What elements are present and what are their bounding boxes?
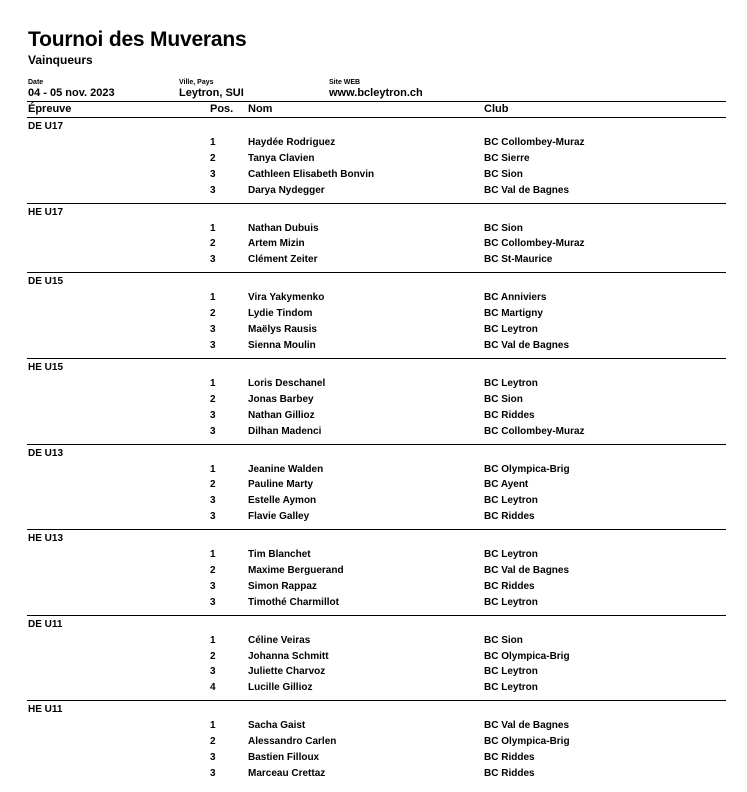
result-position: 3 [210,596,216,608]
club-name: BC Sierre [484,152,530,164]
result-position: 3 [210,495,216,507]
event-title: DE U17 [28,121,64,132]
column-header-pos: Pos. [210,103,234,115]
event-divider [27,272,726,273]
result-row [0,324,747,340]
player-name: Bastien Filloux [248,752,320,764]
player-name: Nathan Gillioz [248,409,315,421]
column-header-club: Club [484,103,509,115]
result-position: 3 [210,767,216,779]
result-row [0,682,747,698]
place-value: Leytron, SUI [179,87,244,99]
player-name: Maëlys Rausis [248,324,317,336]
result-row [0,464,747,480]
result-row [0,549,747,565]
result-row [0,597,747,613]
player-name: Timothé Charmillot [248,596,339,608]
club-name: BC Val de Bagnes [484,184,570,196]
club-name: BC Riddes [484,511,535,523]
result-row [0,565,747,581]
club-name: BC Olympica-Brig [484,736,570,748]
result-position: 2 [210,564,216,576]
result-position: 2 [210,238,216,250]
result-position: 1 [210,549,216,561]
player-name: Céline Veiras [248,634,311,646]
result-row [0,511,747,527]
result-position: 3 [210,511,216,523]
result-position: 1 [210,463,216,475]
result-position: 1 [210,222,216,234]
result-position: 2 [210,308,216,320]
result-row [0,308,747,324]
result-position: 3 [210,666,216,678]
result-position: 1 [210,377,216,389]
result-position: 1 [210,292,216,304]
result-position: 3 [210,168,216,180]
player-name: Sienna Moulin [248,339,316,351]
club-name: BC Sion [484,168,523,180]
club-name: BC Anniviers [484,292,547,304]
player-name: Nathan Dubuis [248,222,319,234]
result-position: 1 [210,137,216,148]
club-name: BC Martigny [484,308,543,320]
result-row [0,426,747,442]
event-title: DE U11 [28,618,63,630]
club-name: BC St-Maurice [484,254,553,266]
header-divider [27,101,726,102]
event-divider [27,529,726,530]
result-row [0,768,747,784]
player-name: Juliette Charvoz [248,666,326,678]
event-divider [27,203,726,204]
result-row [0,720,747,736]
result-row [0,394,747,410]
result-row [0,410,747,426]
result-row [0,340,747,356]
event-title: HE U11 [28,704,63,716]
result-position: 3 [210,339,216,351]
club-name: BC Collombey-Muraz [484,238,585,250]
result-row [0,169,747,185]
club-name: BC Riddes [484,767,535,779]
result-row [0,581,747,597]
column-header-event: Épreuve [28,103,72,115]
player-name: Vira Yakymenko [248,292,325,304]
date-value: 04 - 05 nov. 2023 [28,87,115,99]
result-position: 1 [210,634,216,646]
player-name: Artem Mizin [248,238,305,250]
club-name: BC Riddes [484,752,535,764]
player-name: Loris Deschanel [248,377,326,389]
page-subtitle: Vainqueurs [28,53,93,67]
result-position: 2 [210,650,216,662]
club-name: BC Leytron [484,377,538,389]
player-name: Jeanine Walden [248,463,324,475]
event-title: DE U13 [28,447,64,459]
result-position: 3 [210,324,216,336]
player-name: Tim Blanchet [248,549,311,561]
player-name: Dilhan Madenci [248,425,322,437]
player-name: Darya Nydegger [248,184,325,196]
date-label: Date [28,79,44,86]
event-divider [27,444,726,445]
event-divider [27,700,726,701]
result-position: 3 [210,254,216,266]
club-name: BC Collombey-Muraz [484,425,585,437]
result-row [0,292,747,308]
player-name: Estelle Aymon [248,495,317,507]
result-row [0,137,747,153]
player-name: Cathleen Elisabeth Bonvin [248,168,375,180]
club-name: BC Collombey-Muraz [484,137,585,148]
player-name: Jonas Barbey [248,393,314,405]
result-row [0,153,747,169]
club-name: BC Riddes [484,580,535,592]
result-position: 2 [210,736,216,748]
result-position: 3 [210,580,216,592]
result-row [0,238,747,254]
club-name: BC Riddes [484,409,535,421]
site-value: www.bcleytron.ch [329,87,423,99]
club-name: BC Leytron [484,495,538,507]
player-name: Tanya Clavien [248,152,315,164]
player-name: Maxime Berguerand [248,564,344,576]
result-position: 3 [210,425,216,437]
event-divider [27,117,726,118]
player-name: Marceau Crettaz [248,767,326,779]
player-name: Alessandro Carlen [248,736,337,748]
result-position: 2 [210,479,216,491]
result-row [0,651,747,667]
club-name: BC Leytron [484,324,538,336]
event-title: HE U17 [28,206,64,218]
result-row [0,479,747,495]
event-divider [27,615,726,616]
result-row [0,223,747,239]
result-row [0,635,747,651]
result-position: 3 [210,184,216,196]
page-title: Tournoi des Muverans [28,28,247,51]
result-row [0,666,747,682]
club-name: BC Olympica-Brig [484,650,570,662]
result-row [0,495,747,511]
result-position: 2 [210,152,216,164]
player-name: Lydie Tindom [248,308,313,320]
result-row [0,752,747,768]
club-name: BC Leytron [484,666,538,678]
player-name: Simon Rappaz [248,580,317,592]
event-title: HE U13 [28,533,64,545]
result-position: 3 [210,409,216,421]
player-name: Haydée Rodriguez [248,137,336,148]
result-row [0,185,747,201]
player-name: Lucille Gillioz [248,682,313,694]
result-position: 3 [210,752,216,764]
player-name: Pauline Marty [248,479,314,491]
event-divider [27,358,726,359]
club-name: BC Leytron [484,596,538,608]
result-position: 4 [210,682,216,694]
result-position: 1 [210,720,216,732]
club-name: BC Val de Bagnes [484,339,570,351]
result-row [0,254,747,270]
club-name: BC Ayent [484,479,529,491]
event-title: DE U15 [28,276,64,288]
club-name: BC Leytron [484,682,538,694]
event-title: HE U15 [28,361,64,373]
player-name: Sacha Gaist [248,720,306,732]
club-name: BC Val de Bagnes [484,720,570,732]
player-name: Clément Zeiter [248,254,318,266]
club-name: BC Sion [484,393,523,405]
club-name: BC Val de Bagnes [484,564,570,576]
player-name: Johanna Schmitt [248,650,329,662]
result-row [0,736,747,752]
site-label: Site WEB [329,79,361,86]
place-label: Ville, Pays [179,79,214,86]
club-name: BC Sion [484,222,523,234]
result-position: 2 [210,393,216,405]
result-row [0,378,747,394]
player-name: Flavie Galley [248,511,310,523]
club-name: BC Olympica-Brig [484,463,570,475]
club-name: BC Leytron [484,549,538,561]
column-header-name: Nom [248,103,273,115]
club-name: BC Sion [484,634,523,646]
